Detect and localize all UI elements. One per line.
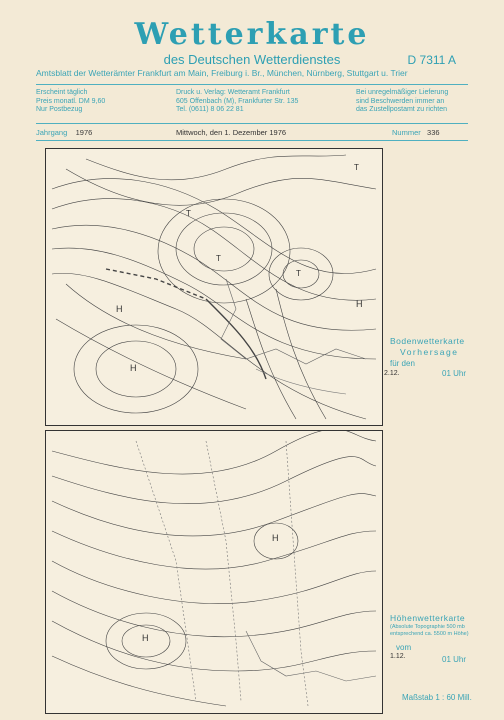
map-scale: Maßstab 1 : 60 Mill. [402, 693, 472, 702]
surface-map-time: 01 Uhr [442, 369, 467, 378]
surface-map-for-label: für den [390, 359, 415, 368]
map-symbol-t: T [296, 269, 301, 278]
jahrgang: Jahrgang 1976 [36, 128, 93, 137]
map-symbol-h: H [356, 299, 363, 309]
surface-map-date: 2.12. [384, 370, 400, 377]
info-middle: Druck u. Verlag: Wetteramt Frankfurt 605 Offenbach (M), Frankfurter Str. 135 Tel. (0611) 8 06 22 81 [176, 89, 299, 113]
upper-map-title: Höhenwetterkarte [390, 613, 466, 623]
dateline-rule-bottom [36, 140, 468, 141]
amtsblatt-line: Amtsblatt der Wetterämter Frankfurt am Main, Freiburg i. Br., München, Nürnberg, Stuttgart u. Trier [36, 68, 408, 78]
upper-map-note-1: (Absolute Topographie 500 mb [390, 624, 465, 630]
map-symbol-h: H [142, 633, 149, 643]
upper-map-date: 1.12. [390, 653, 406, 660]
map-symbol-t: T [354, 163, 359, 172]
upper-map-vom-label: vom [396, 643, 412, 652]
dateline-rule-top [36, 123, 468, 124]
map-symbol-t: T [216, 254, 221, 263]
info-left: Erscheint täglich Preis monatl. DM 9,60 Nur Postbezug [36, 89, 106, 113]
surface-map-title: Bodenwetterkarte [390, 336, 465, 346]
newspaper-title: Wetterkarte [134, 17, 370, 52]
header-rule [36, 84, 468, 85]
map-symbol-t: T [186, 209, 191, 218]
newspaper-subtitle: des Deutschen Wetterdienstes [163, 52, 341, 67]
upper-map-time: 01 Uhr [442, 655, 467, 664]
map-symbol-h: H [116, 304, 123, 314]
info-right: Bei unregelmäßiger Lieferung sind Beschwerden immer an das Zustellpostamt zu richten [356, 89, 449, 113]
map-symbol-h: H [272, 533, 279, 543]
surface-weather-map [45, 148, 383, 426]
issue-number: Nummer 336 [392, 128, 440, 137]
publication-code: D 7311 A [407, 53, 456, 67]
map-symbol-h: H [130, 363, 137, 373]
surface-map-subtitle: Vorhersage [400, 347, 459, 357]
upper-air-map [45, 430, 383, 714]
upper-map-note-2: entsprechend ca. 5500 m Höhe) [390, 631, 469, 637]
issue-date: Mittwoch, den 1. Dezember 1976 [176, 128, 287, 137]
